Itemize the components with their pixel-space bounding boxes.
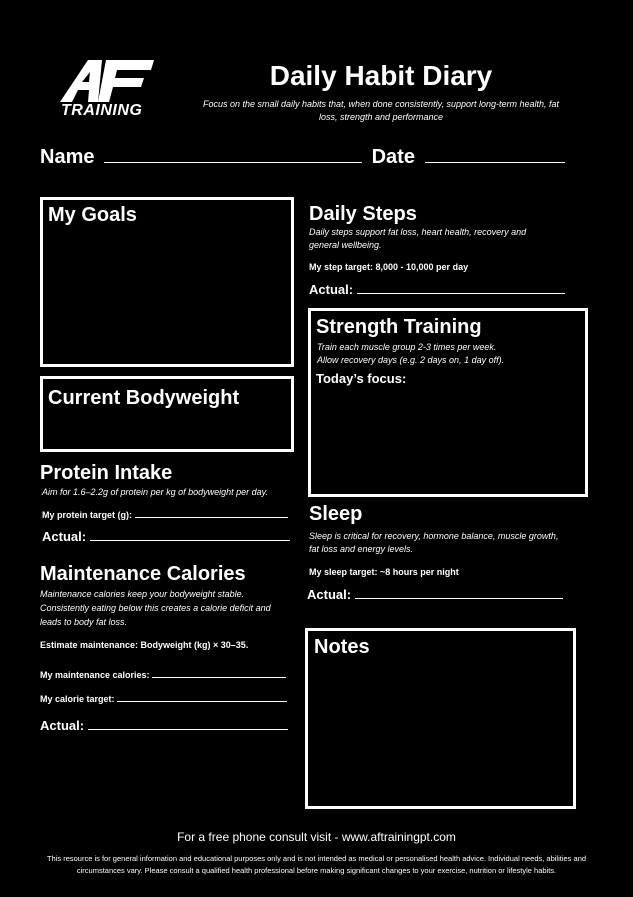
page-subtitle — [176, 98, 586, 124]
maintenance-desc-line: Maintenance calories keep your bodyweight stable. — [40, 589, 245, 599]
protein-title: Protein Intake — [40, 462, 173, 484]
calorie-target-field[interactable] — [117, 701, 287, 702]
protein-desc: Aim for 1.6–2.2g of protein per kg of bodyweight per day. — [42, 487, 268, 497]
maintenance-estimate: Estimate maintenance: Bodyweight (kg) × 30–35. — [40, 640, 249, 650]
maintenance-title: Maintenance Calories — [40, 563, 246, 585]
steps-actual-row — [309, 282, 565, 297]
sleep-desc — [309, 530, 558, 556]
steps-target: My step target: 8,000 - 10,000 per day — [309, 262, 469, 272]
protein-actual-label: Actual: — [42, 529, 87, 544]
maintenance-desc — [40, 587, 271, 629]
sleep-actual-label: Actual: — [307, 587, 352, 602]
calorie-target-label: My calorie target: — [40, 694, 115, 704]
name-field[interactable] — [104, 162, 362, 163]
disclaimer-line: This resource is for general information and educational purposes only and is not intended as medical or personalised health advice. Individual needs, abilities and — [46, 854, 587, 863]
name-label: Name — [40, 146, 95, 168]
footer-disclaimer — [4, 853, 629, 877]
maintenance-desc-line: leads to body fat loss. — [40, 617, 128, 627]
bodyweight-title: Current Bodyweight — [48, 387, 240, 409]
date-label: Date — [371, 146, 415, 168]
maintenance-actual-row — [40, 718, 288, 733]
page-title: Daily Habit Diary — [269, 60, 493, 91]
goals-title: My Goals — [48, 204, 137, 226]
disclaimer-line: circumstances vary. Please consult a qualified health professional before making significant changes to your exercise, nutrition or lifestyle habits. — [76, 866, 557, 875]
protein-actual-field[interactable] — [90, 540, 290, 541]
sleep-target: My sleep target: ~8 hours per night — [309, 567, 459, 577]
name-date-row — [40, 146, 565, 169]
protein-target-field[interactable] — [135, 517, 288, 518]
steps-desc-line: general wellbeing. — [309, 240, 382, 250]
calorie-target-row — [40, 694, 287, 704]
logo — [58, 56, 158, 122]
maintenance-calories-field[interactable] — [152, 677, 286, 678]
strength-box[interactable] — [308, 308, 588, 497]
af-logo-icon — [58, 56, 158, 104]
sleep-title: Sleep — [309, 503, 363, 525]
sleep-actual-field[interactable] — [355, 598, 563, 599]
strength-desc — [317, 341, 504, 367]
subtitle-line: Focus on the small daily habits that, when done consistently, support long-term health, fat — [202, 99, 560, 109]
steps-desc — [309, 226, 526, 252]
sleep-desc-line: Sleep is critical for recovery, hormone balance, muscle growth, — [309, 531, 559, 541]
steps-desc-line: Daily steps support fat loss, heart health, recovery and — [309, 227, 527, 237]
bodyweight-box[interactable] — [40, 376, 294, 452]
strength-title: Strength Training — [316, 316, 482, 338]
protein-actual-row — [42, 529, 290, 544]
footer-consult: For a free phone consult visit - www.aftrainingpt.com — [177, 830, 456, 844]
strength-desc-line: Allow recovery days (e.g. 2 days on, 1 day off). — [317, 355, 505, 365]
strength-desc-line: Train each muscle group 2-3 times per week. — [317, 342, 497, 352]
strength-focus-label: Today’s focus: — [316, 371, 407, 386]
subtitle-line: loss, strength and performance — [318, 112, 444, 122]
maintenance-desc-line: Consistently eating below this creates a calorie deficit and — [40, 603, 271, 613]
steps-title: Daily Steps — [309, 203, 417, 225]
sleep-actual-row — [307, 587, 563, 602]
notes-title: Notes — [314, 636, 370, 658]
logo-wordmark: TRAINING — [61, 102, 143, 119]
protein-target-row — [42, 510, 288, 520]
steps-actual-field[interactable] — [357, 293, 565, 294]
maintenance-actual-field[interactable] — [88, 729, 288, 730]
maintenance-calories-row — [40, 670, 286, 680]
protein-target-label: My protein target (g): — [42, 510, 132, 520]
steps-actual-label: Actual: — [309, 282, 354, 297]
maintenance-actual-label: Actual: — [40, 718, 85, 733]
goals-box[interactable] — [40, 197, 294, 367]
notes-box[interactable] — [305, 628, 576, 809]
sleep-desc-line: fat loss and energy levels. — [309, 544, 414, 554]
maintenance-calories-label: My maintenance calories: — [40, 670, 150, 680]
date-field[interactable] — [425, 162, 565, 163]
